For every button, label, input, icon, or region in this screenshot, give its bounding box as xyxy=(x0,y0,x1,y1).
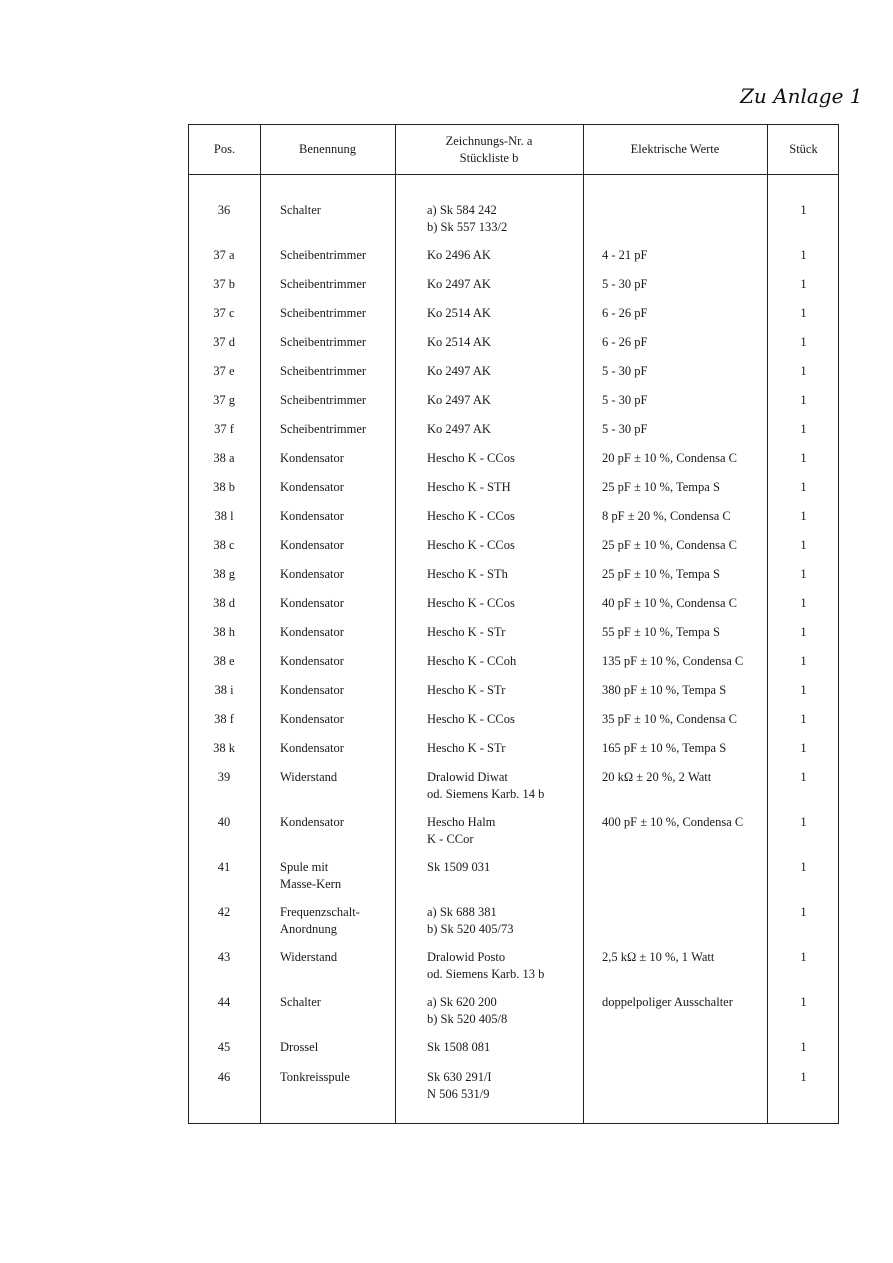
cell-elektrisch-text: 165 pF ± 10 %, Tempa S xyxy=(602,741,727,755)
cell-elektrisch xyxy=(602,392,648,409)
cell-elektrisch-text: 5 - 30 pF xyxy=(602,422,648,436)
cell-elektrisch-text: 25 pF ± 10 %, Condensa C xyxy=(602,538,737,552)
cell-benennung-text: Scheibentrimmer xyxy=(280,364,367,378)
cell-benennung xyxy=(280,566,344,583)
cell-zeichnung xyxy=(427,769,544,803)
cell-elektrisch-text: 8 pF ± 20 %, Condensa C xyxy=(602,509,731,523)
cell-zeichnung-text: a) Sk 620 200 xyxy=(427,995,497,1009)
cell-zeichnung-text: Hescho K - CCos xyxy=(427,509,515,523)
cell-zeichnung-text: Hescho Halm xyxy=(427,815,496,829)
cell-stueck-text: 1 xyxy=(800,451,807,465)
cell-stueck-text: 1 xyxy=(800,860,807,874)
cell-zeichnung-text: Hescho K - STh xyxy=(427,567,508,581)
cell-pos xyxy=(189,334,259,351)
cell-pos-text: 38 b xyxy=(213,480,235,494)
cell-stueck-text: 1 xyxy=(800,596,807,610)
cell-elektrisch-text: 400 pF ± 10 %, Condensa C xyxy=(602,815,744,829)
cell-zeichnung-text: Ko 2514 AK xyxy=(427,306,491,320)
cell-stueck xyxy=(767,949,840,966)
cell-stueck xyxy=(767,247,840,264)
cell-elektrisch-text: doppelpoliger Ausschalter xyxy=(602,995,733,1009)
cell-benennung xyxy=(280,421,366,438)
cell-zeichnung-text: Hescho K - STr xyxy=(427,683,506,697)
cell-stueck xyxy=(767,334,840,351)
cell-pos-text: 37 a xyxy=(213,248,235,262)
cell-benennung-text: Kondensator xyxy=(280,712,344,726)
cell-pos-text: 37 b xyxy=(213,277,235,291)
cell-benennung xyxy=(280,508,344,525)
cell-benennung xyxy=(280,949,337,966)
cell-stueck xyxy=(767,1039,840,1056)
cell-zeichnung xyxy=(427,595,515,612)
cell-stueck-text: 1 xyxy=(800,364,807,378)
cell-pos xyxy=(189,392,259,409)
cell-pos-text: 43 xyxy=(217,950,231,964)
cell-benennung-text: Anordnung xyxy=(280,922,337,936)
cell-benennung xyxy=(280,740,344,757)
cell-zeichnung-text: Hescho K - CCoh xyxy=(427,654,517,668)
cell-elektrisch xyxy=(602,508,731,525)
cell-benennung-text: Widerstand xyxy=(280,770,338,784)
cell-benennung xyxy=(280,711,344,728)
cell-pos xyxy=(189,949,259,966)
table-row xyxy=(189,994,840,1034)
page-title: Zu Anlage 1 xyxy=(740,84,863,108)
cell-benennung-text: Frequenzschalt- xyxy=(280,905,360,919)
cell-elektrisch xyxy=(602,769,711,786)
cell-benennung xyxy=(280,479,344,496)
cell-elektrisch xyxy=(602,595,737,612)
cell-stueck-text: 1 xyxy=(800,203,807,217)
cell-stueck xyxy=(767,769,840,786)
cell-zeichnung xyxy=(427,740,505,757)
cell-elektrisch xyxy=(602,566,720,583)
cell-benennung xyxy=(280,859,341,893)
cell-benennung xyxy=(280,1039,318,1056)
cell-zeichnung xyxy=(427,994,507,1028)
cell-pos xyxy=(189,994,259,1011)
cell-benennung-text: Masse-Kern xyxy=(280,877,342,891)
cell-pos-text: 38 e xyxy=(213,654,235,668)
cell-benennung xyxy=(280,814,344,831)
cell-elektrisch-text: 6 - 26 pF xyxy=(602,335,648,349)
table-row xyxy=(189,769,840,809)
cell-pos xyxy=(189,363,259,380)
cell-elektrisch xyxy=(602,814,743,831)
cell-zeichnung-text: b) Sk 520 405/73 xyxy=(427,922,514,936)
cell-zeichnung-text: Sk 630 291/I xyxy=(427,1070,492,1084)
cell-benennung-text: Kondensator xyxy=(280,480,344,494)
cell-elektrisch-text: 5 - 30 pF xyxy=(602,393,648,407)
header-divider xyxy=(189,174,838,175)
cell-benennung xyxy=(280,769,337,786)
cell-benennung xyxy=(280,247,366,264)
cell-zeichnung xyxy=(427,363,491,380)
cell-pos-text: 41 xyxy=(217,860,231,874)
table-row xyxy=(189,904,840,944)
cell-stueck-text: 1 xyxy=(800,509,807,523)
cell-benennung-text: Kondensator xyxy=(280,451,344,465)
cell-pos xyxy=(189,1069,259,1086)
cell-pos-text: 42 xyxy=(217,905,231,919)
cell-stueck-text: 1 xyxy=(800,422,807,436)
cell-zeichnung xyxy=(427,247,491,264)
cell-pos xyxy=(189,624,259,641)
cell-benennung xyxy=(280,276,366,293)
cell-stueck xyxy=(767,814,840,831)
cell-zeichnung xyxy=(427,566,508,583)
cell-zeichnung xyxy=(427,508,515,525)
cell-pos xyxy=(189,202,259,219)
cell-elektrisch-text: 20 kΩ ± 20 %, 2 Watt xyxy=(602,770,712,784)
cell-stueck-text: 1 xyxy=(800,625,807,639)
cell-zeichnung-text: od. Siemens Karb. 14 b xyxy=(427,787,545,801)
cell-pos xyxy=(189,711,259,728)
header-pos: Pos. xyxy=(213,142,236,156)
cell-pos xyxy=(189,305,259,322)
cell-stueck xyxy=(767,566,840,583)
cell-zeichnung-text: b) Sk 557 133/2 xyxy=(427,220,508,234)
cell-pos-text: 38 g xyxy=(213,567,235,581)
cell-zeichnung xyxy=(427,537,515,554)
cell-zeichnung xyxy=(427,421,491,438)
cell-stueck xyxy=(767,508,840,525)
cell-zeichnung-text: Sk 1508 081 xyxy=(427,1040,491,1054)
cell-pos xyxy=(189,769,259,786)
cell-stueck xyxy=(767,421,840,438)
cell-zeichnung xyxy=(427,479,511,496)
cell-pos-text: 40 xyxy=(217,815,231,829)
cell-zeichnung-text: od. Siemens Karb. 13 b xyxy=(427,967,545,981)
cell-benennung-text: Schalter xyxy=(280,995,321,1009)
cell-zeichnung-text: Ko 2497 AK xyxy=(427,364,491,378)
cell-elektrisch xyxy=(602,421,648,438)
cell-pos xyxy=(189,859,259,876)
cell-elektrisch-text: 135 pF ± 10 %, Condensa C xyxy=(602,654,744,668)
cell-benennung-text: Kondensator xyxy=(280,741,344,755)
cell-elektrisch xyxy=(602,682,726,699)
cell-zeichnung xyxy=(427,202,507,236)
cell-zeichnung xyxy=(427,334,491,351)
cell-zeichnung xyxy=(427,653,516,670)
cell-pos xyxy=(189,595,259,612)
cell-zeichnung-text: Ko 2514 AK xyxy=(427,335,491,349)
cell-pos-text: 38 a xyxy=(213,451,235,465)
cell-pos-text: 38 c xyxy=(213,538,235,552)
cell-stueck xyxy=(767,859,840,876)
cell-pos xyxy=(189,450,259,467)
cell-pos-text: 38 f xyxy=(214,712,234,726)
cell-pos xyxy=(189,479,259,496)
cell-benennung xyxy=(280,202,321,219)
cell-elektrisch xyxy=(602,334,648,351)
cell-zeichnung-text: Hescho K - CCos xyxy=(427,596,515,610)
cell-stueck xyxy=(767,711,840,728)
cell-zeichnung xyxy=(427,1039,490,1056)
cell-benennung xyxy=(280,1069,350,1086)
cell-elektrisch xyxy=(602,450,737,467)
cell-stueck-text: 1 xyxy=(800,683,807,697)
cell-pos xyxy=(189,1039,259,1056)
cell-pos-text: 37 e xyxy=(213,364,235,378)
cell-stueck-text: 1 xyxy=(800,815,807,829)
cell-pos xyxy=(189,740,259,757)
cell-stueck xyxy=(767,595,840,612)
cell-pos-text: 38 k xyxy=(213,741,235,755)
cell-zeichnung-text: Hescho K - CCos xyxy=(427,538,515,552)
cell-stueck xyxy=(767,479,840,496)
cell-zeichnung-text: Ko 2497 AK xyxy=(427,422,491,436)
cell-pos-text: 38 i xyxy=(214,683,234,697)
header-zeichnung-line2: Stückliste b xyxy=(459,150,519,165)
cell-stueck-text: 1 xyxy=(800,567,807,581)
cell-elektrisch-text: 5 - 30 pF xyxy=(602,277,648,291)
header-benennung: Benennung xyxy=(299,142,356,156)
cell-zeichnung-text: Hescho K - STr xyxy=(427,625,506,639)
cell-benennung-text: Kondensator xyxy=(280,596,344,610)
cell-zeichnung xyxy=(427,1069,492,1103)
cell-zeichnung-text: a) Sk 688 381 xyxy=(427,905,497,919)
cell-benennung-text: Kondensator xyxy=(280,683,344,697)
cell-pos xyxy=(189,653,259,670)
cell-zeichnung-text: K - CCor xyxy=(427,832,474,846)
cell-pos xyxy=(189,566,259,583)
cell-benennung-text: Spule mit xyxy=(280,860,329,874)
cell-pos xyxy=(189,508,259,525)
cell-elektrisch xyxy=(602,653,743,670)
cell-benennung-text: Scheibentrimmer xyxy=(280,248,367,262)
cell-benennung-text: Kondensator xyxy=(280,815,344,829)
cell-stueck xyxy=(767,392,840,409)
cell-zeichnung xyxy=(427,450,515,467)
cell-benennung-text: Scheibentrimmer xyxy=(280,393,367,407)
cell-elektrisch-text: 55 pF ± 10 %, Tempa S xyxy=(602,625,720,639)
cell-stueck xyxy=(767,1069,840,1086)
cell-benennung xyxy=(280,994,321,1011)
cell-pos-text: 39 xyxy=(217,770,231,784)
cell-benennung xyxy=(280,305,366,322)
cell-zeichnung xyxy=(427,904,513,938)
cell-benennung-text: Kondensator xyxy=(280,567,344,581)
cell-benennung-text: Schalter xyxy=(280,203,321,217)
parts-table xyxy=(188,124,839,1124)
cell-zeichnung xyxy=(427,305,491,322)
cell-stueck-text: 1 xyxy=(800,770,807,784)
table-row xyxy=(189,949,840,989)
header-zeichnung-line1: Zeichnungs-Nr. a xyxy=(445,133,533,148)
cell-pos xyxy=(189,421,259,438)
cell-benennung xyxy=(280,653,344,670)
cell-zeichnung-text: Hescho K - STH xyxy=(427,480,511,494)
cell-stueck xyxy=(767,740,840,757)
cell-stueck-text: 1 xyxy=(800,950,807,964)
cell-pos-text: 44 xyxy=(217,995,231,1009)
table-row xyxy=(189,202,840,242)
cell-elektrisch xyxy=(602,363,648,380)
cell-zeichnung xyxy=(427,682,505,699)
cell-benennung-text: Drossel xyxy=(280,1040,319,1054)
cell-stueck xyxy=(767,363,840,380)
cell-elektrisch xyxy=(602,994,733,1011)
cell-benennung xyxy=(280,363,366,380)
cell-zeichnung-text: Dralowid Diwat xyxy=(427,770,508,784)
cell-zeichnung-text: Hescho K - CCos xyxy=(427,451,515,465)
cell-zeichnung-text: Ko 2497 AK xyxy=(427,277,491,291)
cell-zeichnung-text: N 506 531/9 xyxy=(427,1087,490,1101)
cell-stueck-text: 1 xyxy=(800,1070,807,1084)
cell-pos-text: 36 xyxy=(217,203,231,217)
cell-stueck-text: 1 xyxy=(800,393,807,407)
cell-stueck-text: 1 xyxy=(800,335,807,349)
cell-elektrisch xyxy=(602,537,737,554)
cell-pos-text: 46 xyxy=(217,1070,231,1084)
cell-stueck-text: 1 xyxy=(800,538,807,552)
cell-stueck xyxy=(767,537,840,554)
table-row xyxy=(189,814,840,854)
cell-benennung-text: Kondensator xyxy=(280,625,344,639)
cell-pos-text: 38 h xyxy=(213,625,235,639)
cell-stueck-text: 1 xyxy=(800,306,807,320)
cell-stueck xyxy=(767,276,840,293)
cell-benennung xyxy=(280,450,344,467)
cell-zeichnung-text: Hescho K - STr xyxy=(427,741,506,755)
cell-stueck-text: 1 xyxy=(800,480,807,494)
cell-stueck-text: 1 xyxy=(800,1040,807,1054)
cell-pos-text: 37 c xyxy=(213,306,235,320)
cell-elektrisch xyxy=(602,305,648,322)
cell-zeichnung-text: a) Sk 584 242 xyxy=(427,203,497,217)
cell-pos xyxy=(189,276,259,293)
cell-benennung xyxy=(280,392,366,409)
cell-stueck xyxy=(767,653,840,670)
cell-stueck xyxy=(767,202,840,219)
cell-stueck xyxy=(767,450,840,467)
cell-pos xyxy=(189,682,259,699)
cell-pos-text: 37 f xyxy=(214,422,234,436)
cell-stueck xyxy=(767,305,840,322)
cell-elektrisch xyxy=(602,247,648,264)
cell-elektrisch xyxy=(602,740,726,757)
cell-zeichnung-text: Hescho K - CCos xyxy=(427,712,515,726)
cell-zeichnung xyxy=(427,949,544,983)
cell-benennung-text: Scheibentrimmer xyxy=(280,306,367,320)
cell-pos-text: 45 xyxy=(217,1040,231,1054)
cell-elektrisch-text: 40 pF ± 10 %, Condensa C xyxy=(602,596,737,610)
cell-benennung-text: Scheibentrimmer xyxy=(280,335,367,349)
cell-pos-text: 38 d xyxy=(213,596,235,610)
cell-pos xyxy=(189,247,259,264)
header-stueck: Stück xyxy=(789,142,818,156)
cell-stueck xyxy=(767,904,840,921)
cell-pos xyxy=(189,904,259,921)
cell-stueck-text: 1 xyxy=(800,248,807,262)
cell-pos xyxy=(189,814,259,831)
cell-elektrisch xyxy=(602,711,737,728)
cell-pos-text: 37 d xyxy=(213,335,235,349)
cell-elektrisch xyxy=(602,479,720,496)
cell-zeichnung xyxy=(427,392,491,409)
cell-zeichnung xyxy=(427,814,495,848)
cell-stueck-text: 1 xyxy=(800,654,807,668)
cell-stueck-text: 1 xyxy=(800,277,807,291)
cell-stueck xyxy=(767,624,840,641)
cell-benennung xyxy=(280,595,344,612)
cell-benennung-text: Kondensator xyxy=(280,538,344,552)
header-elektrisch: Elektrische Werte xyxy=(630,142,720,156)
cell-stueck xyxy=(767,682,840,699)
cell-stueck-text: 1 xyxy=(800,741,807,755)
cell-benennung xyxy=(280,904,360,938)
cell-benennung-text: Kondensator xyxy=(280,654,344,668)
cell-stueck-text: 1 xyxy=(800,905,807,919)
cell-benennung-text: Widerstand xyxy=(280,950,338,964)
cell-zeichnung-text: Dralowid Posto xyxy=(427,950,506,964)
cell-zeichnung-text: Sk 1509 031 xyxy=(427,860,491,874)
header-zeichnung xyxy=(395,125,583,174)
cell-zeichnung-text: b) Sk 520 405/8 xyxy=(427,1012,508,1026)
cell-elektrisch xyxy=(602,624,720,641)
cell-elektrisch-text: 35 pF ± 10 %, Condensa C xyxy=(602,712,737,726)
cell-benennung-text: Scheibentrimmer xyxy=(280,277,367,291)
cell-elektrisch-text: 25 pF ± 10 %, Tempa S xyxy=(602,567,720,581)
cell-benennung-text: Kondensator xyxy=(280,509,344,523)
cell-pos xyxy=(189,537,259,554)
cell-benennung xyxy=(280,537,344,554)
cell-elektrisch-text: 25 pF ± 10 %, Tempa S xyxy=(602,480,720,494)
cell-elektrisch-text: 6 - 26 pF xyxy=(602,306,648,320)
cell-benennung-text: Scheibentrimmer xyxy=(280,422,367,436)
cell-stueck-text: 1 xyxy=(800,712,807,726)
cell-elektrisch-text: 380 pF ± 10 %, Tempa S xyxy=(602,683,727,697)
cell-benennung xyxy=(280,682,344,699)
cell-stueck xyxy=(767,994,840,1011)
table-row xyxy=(189,859,840,899)
cell-pos-text: 38 l xyxy=(214,509,234,523)
cell-zeichnung-text: Ko 2496 AK xyxy=(427,248,491,262)
cell-zeichnung xyxy=(427,276,491,293)
cell-zeichnung xyxy=(427,624,505,641)
cell-elektrisch-text: 2,5 kΩ ± 10 %, 1 Watt xyxy=(602,950,715,964)
cell-benennung xyxy=(280,624,344,641)
cell-pos-text: 37 g xyxy=(213,393,235,407)
cell-stueck-text: 1 xyxy=(800,995,807,1009)
cell-elektrisch-text: 5 - 30 pF xyxy=(602,364,648,378)
cell-elektrisch-text: 20 pF ± 10 %, Condensa C xyxy=(602,451,737,465)
table-row xyxy=(189,1069,840,1109)
cell-benennung-text: Tonkreisspule xyxy=(280,1070,350,1084)
cell-zeichnung xyxy=(427,859,490,876)
cell-zeichnung xyxy=(427,711,515,728)
cell-benennung xyxy=(280,334,366,351)
cell-elektrisch xyxy=(602,276,648,293)
cell-elektrisch-text: 4 - 21 pF xyxy=(602,248,648,262)
cell-elektrisch xyxy=(602,949,714,966)
cell-zeichnung-text: Ko 2497 AK xyxy=(427,393,491,407)
